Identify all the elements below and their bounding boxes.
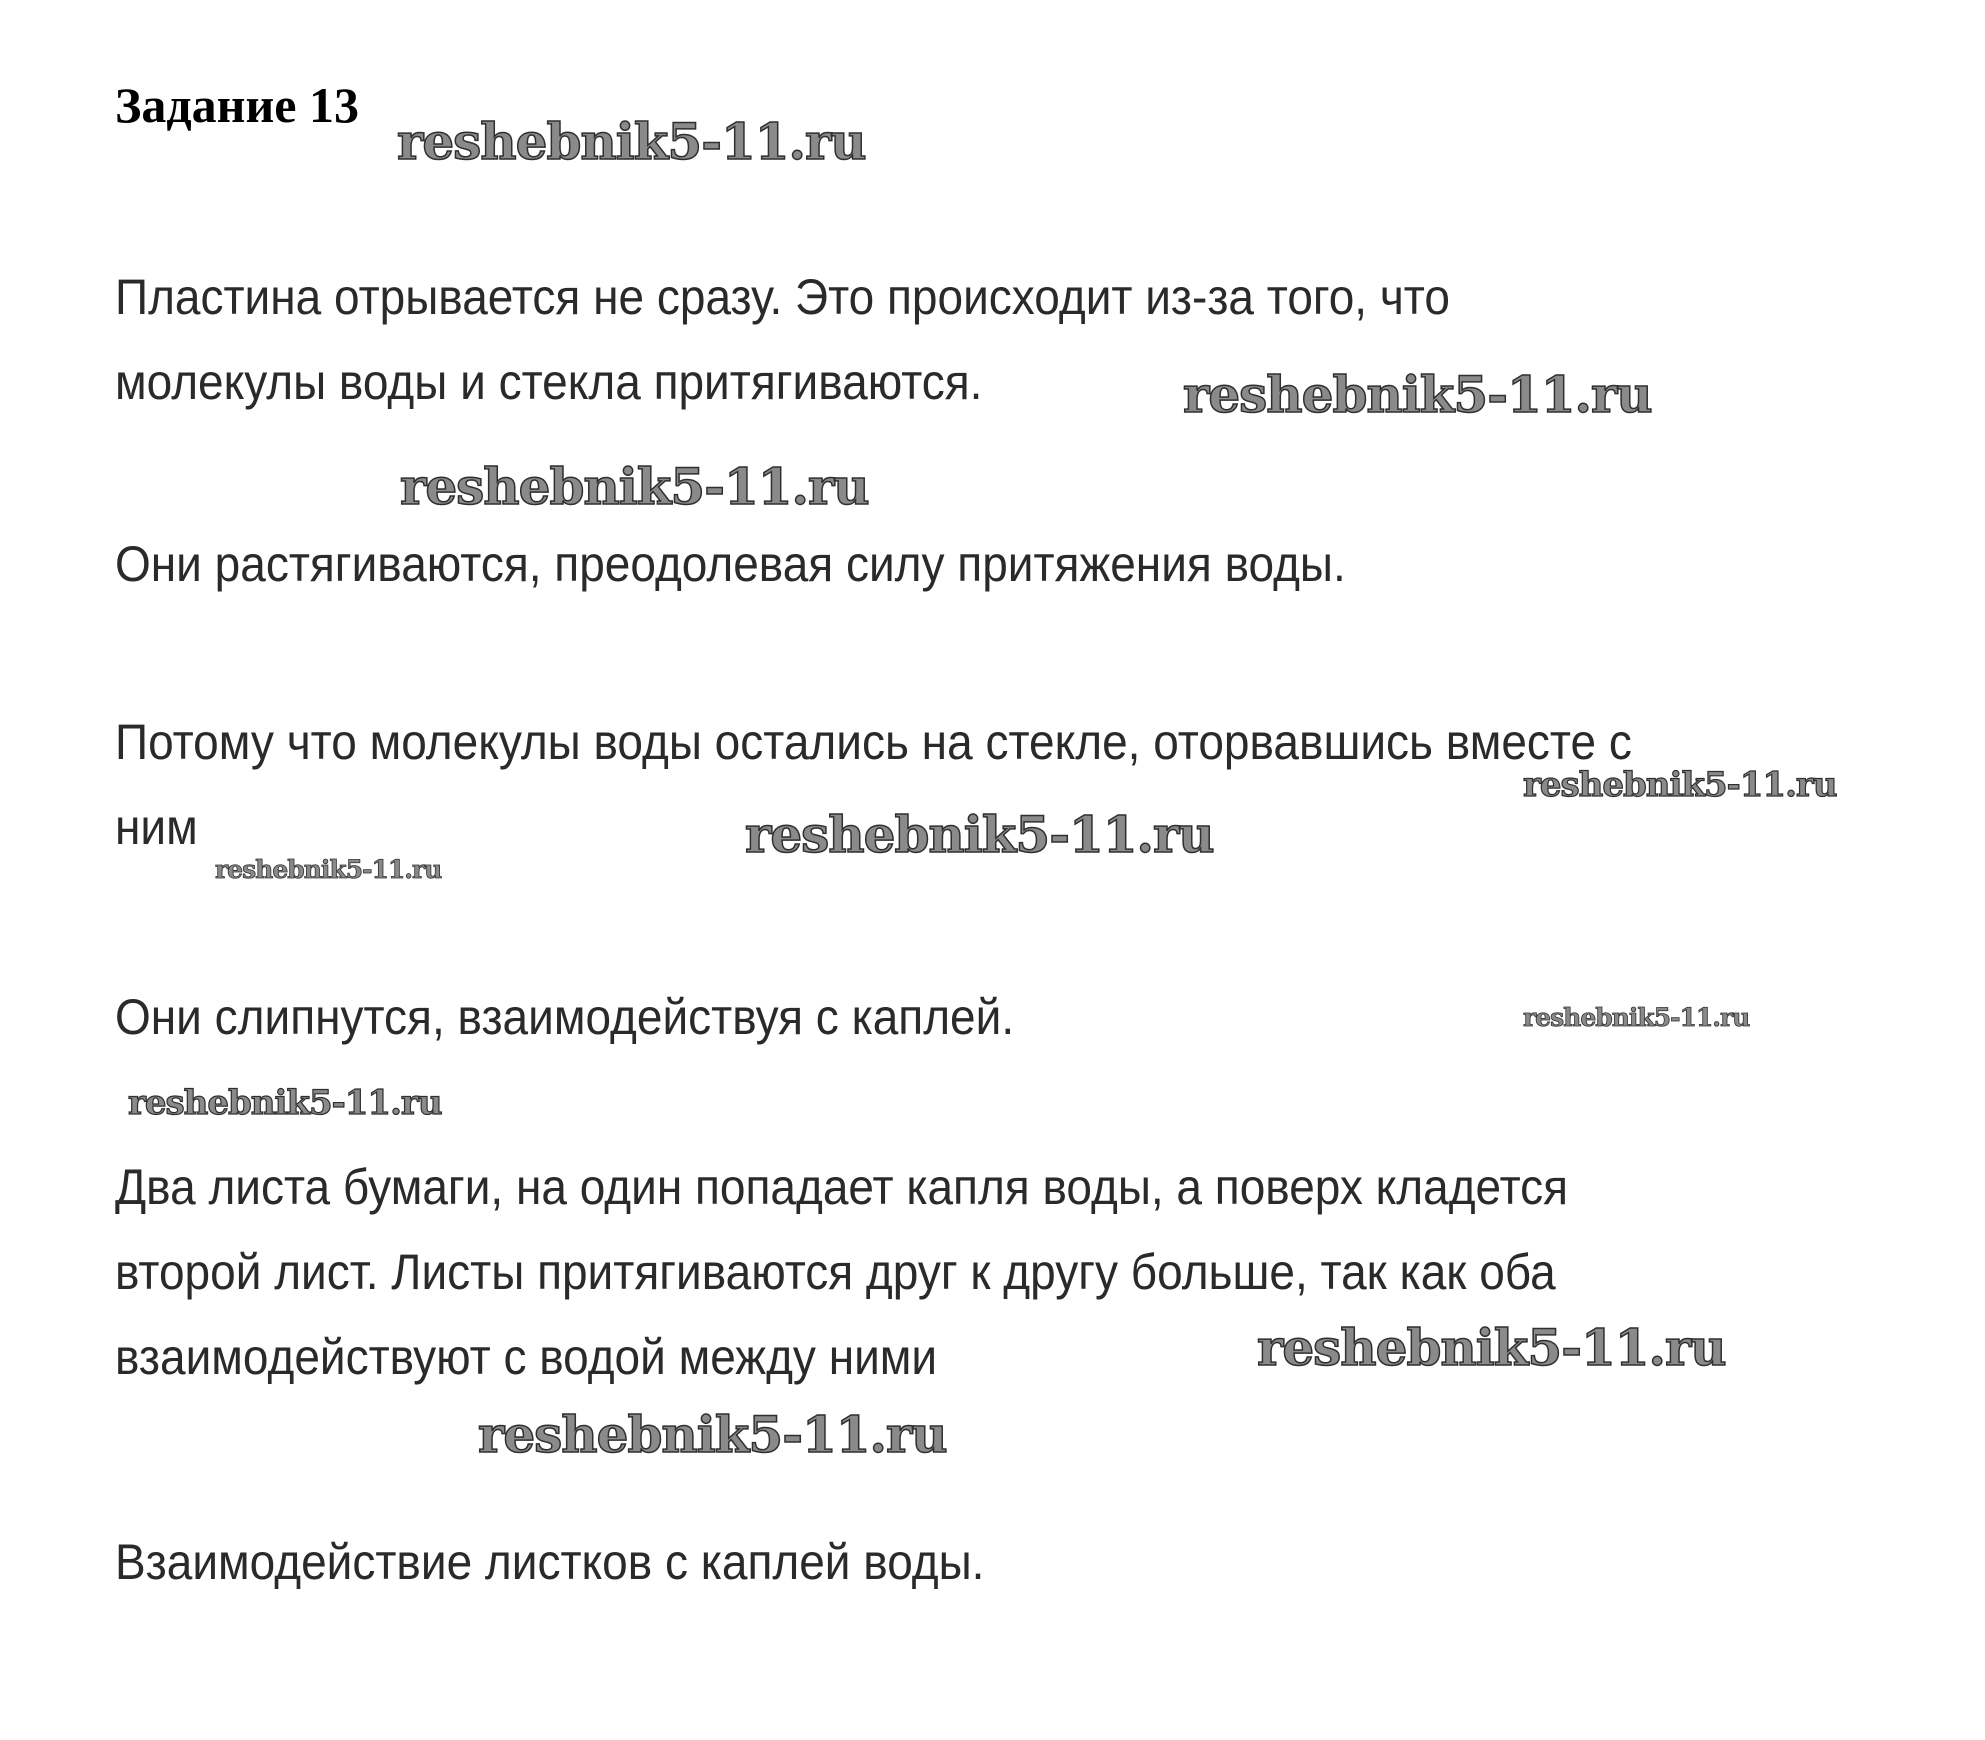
watermark: reshebnik5-11.ru — [128, 1083, 442, 1123]
task-title: Задание 13 — [115, 77, 359, 133]
watermark: reshebnik5-11.ru — [1523, 1003, 1750, 1032]
watermark: reshebnik5-11.ru — [397, 112, 866, 171]
paragraph-line: Они слипнутся, взаимодействуя с каплей. — [115, 989, 1015, 1045]
answer-paragraph-6 — [115, 1520, 984, 1605]
watermark: reshebnik5-11.ru — [400, 457, 869, 516]
watermark: reshebnik5-11.ru — [478, 1405, 947, 1464]
answer-paragraph-2 — [115, 522, 1346, 607]
paragraph-line: молекулы воды и стекла притягиваются. — [115, 354, 983, 410]
watermark: reshebnik5-11.ru — [745, 805, 1214, 864]
watermark: reshebnik5-11.ru — [1523, 765, 1837, 805]
watermark: reshebnik5-11.ru — [215, 855, 442, 884]
paragraph-line: Два листа бумаги, на один попадает капля воды, а поверх кладется — [115, 1159, 1569, 1215]
watermark: reshebnik5-11.ru — [1257, 1318, 1726, 1377]
paragraph-line: Пластина отрывается не сразу. Это происходит из-за того, что — [115, 269, 1450, 325]
paragraph-line: ним — [115, 799, 198, 855]
paragraph-line: Потому что молекулы воды остались на стекле, оторвавшись вместе с — [115, 714, 1632, 770]
paragraph-line: Взаимодействие листков с каплей воды. — [115, 1534, 985, 1590]
paragraph-line: взаимодействуют с водой между ними — [115, 1329, 938, 1385]
watermark: reshebnik5-11.ru — [1183, 365, 1652, 424]
paragraph-line: второй лист. Листы притягиваются друг к другу больше, так как оба — [115, 1244, 1556, 1300]
paragraph-line: Они растягиваются, преодолевая силу притяжения воды. — [115, 536, 1346, 592]
answer-paragraph-4 — [115, 975, 1014, 1060]
